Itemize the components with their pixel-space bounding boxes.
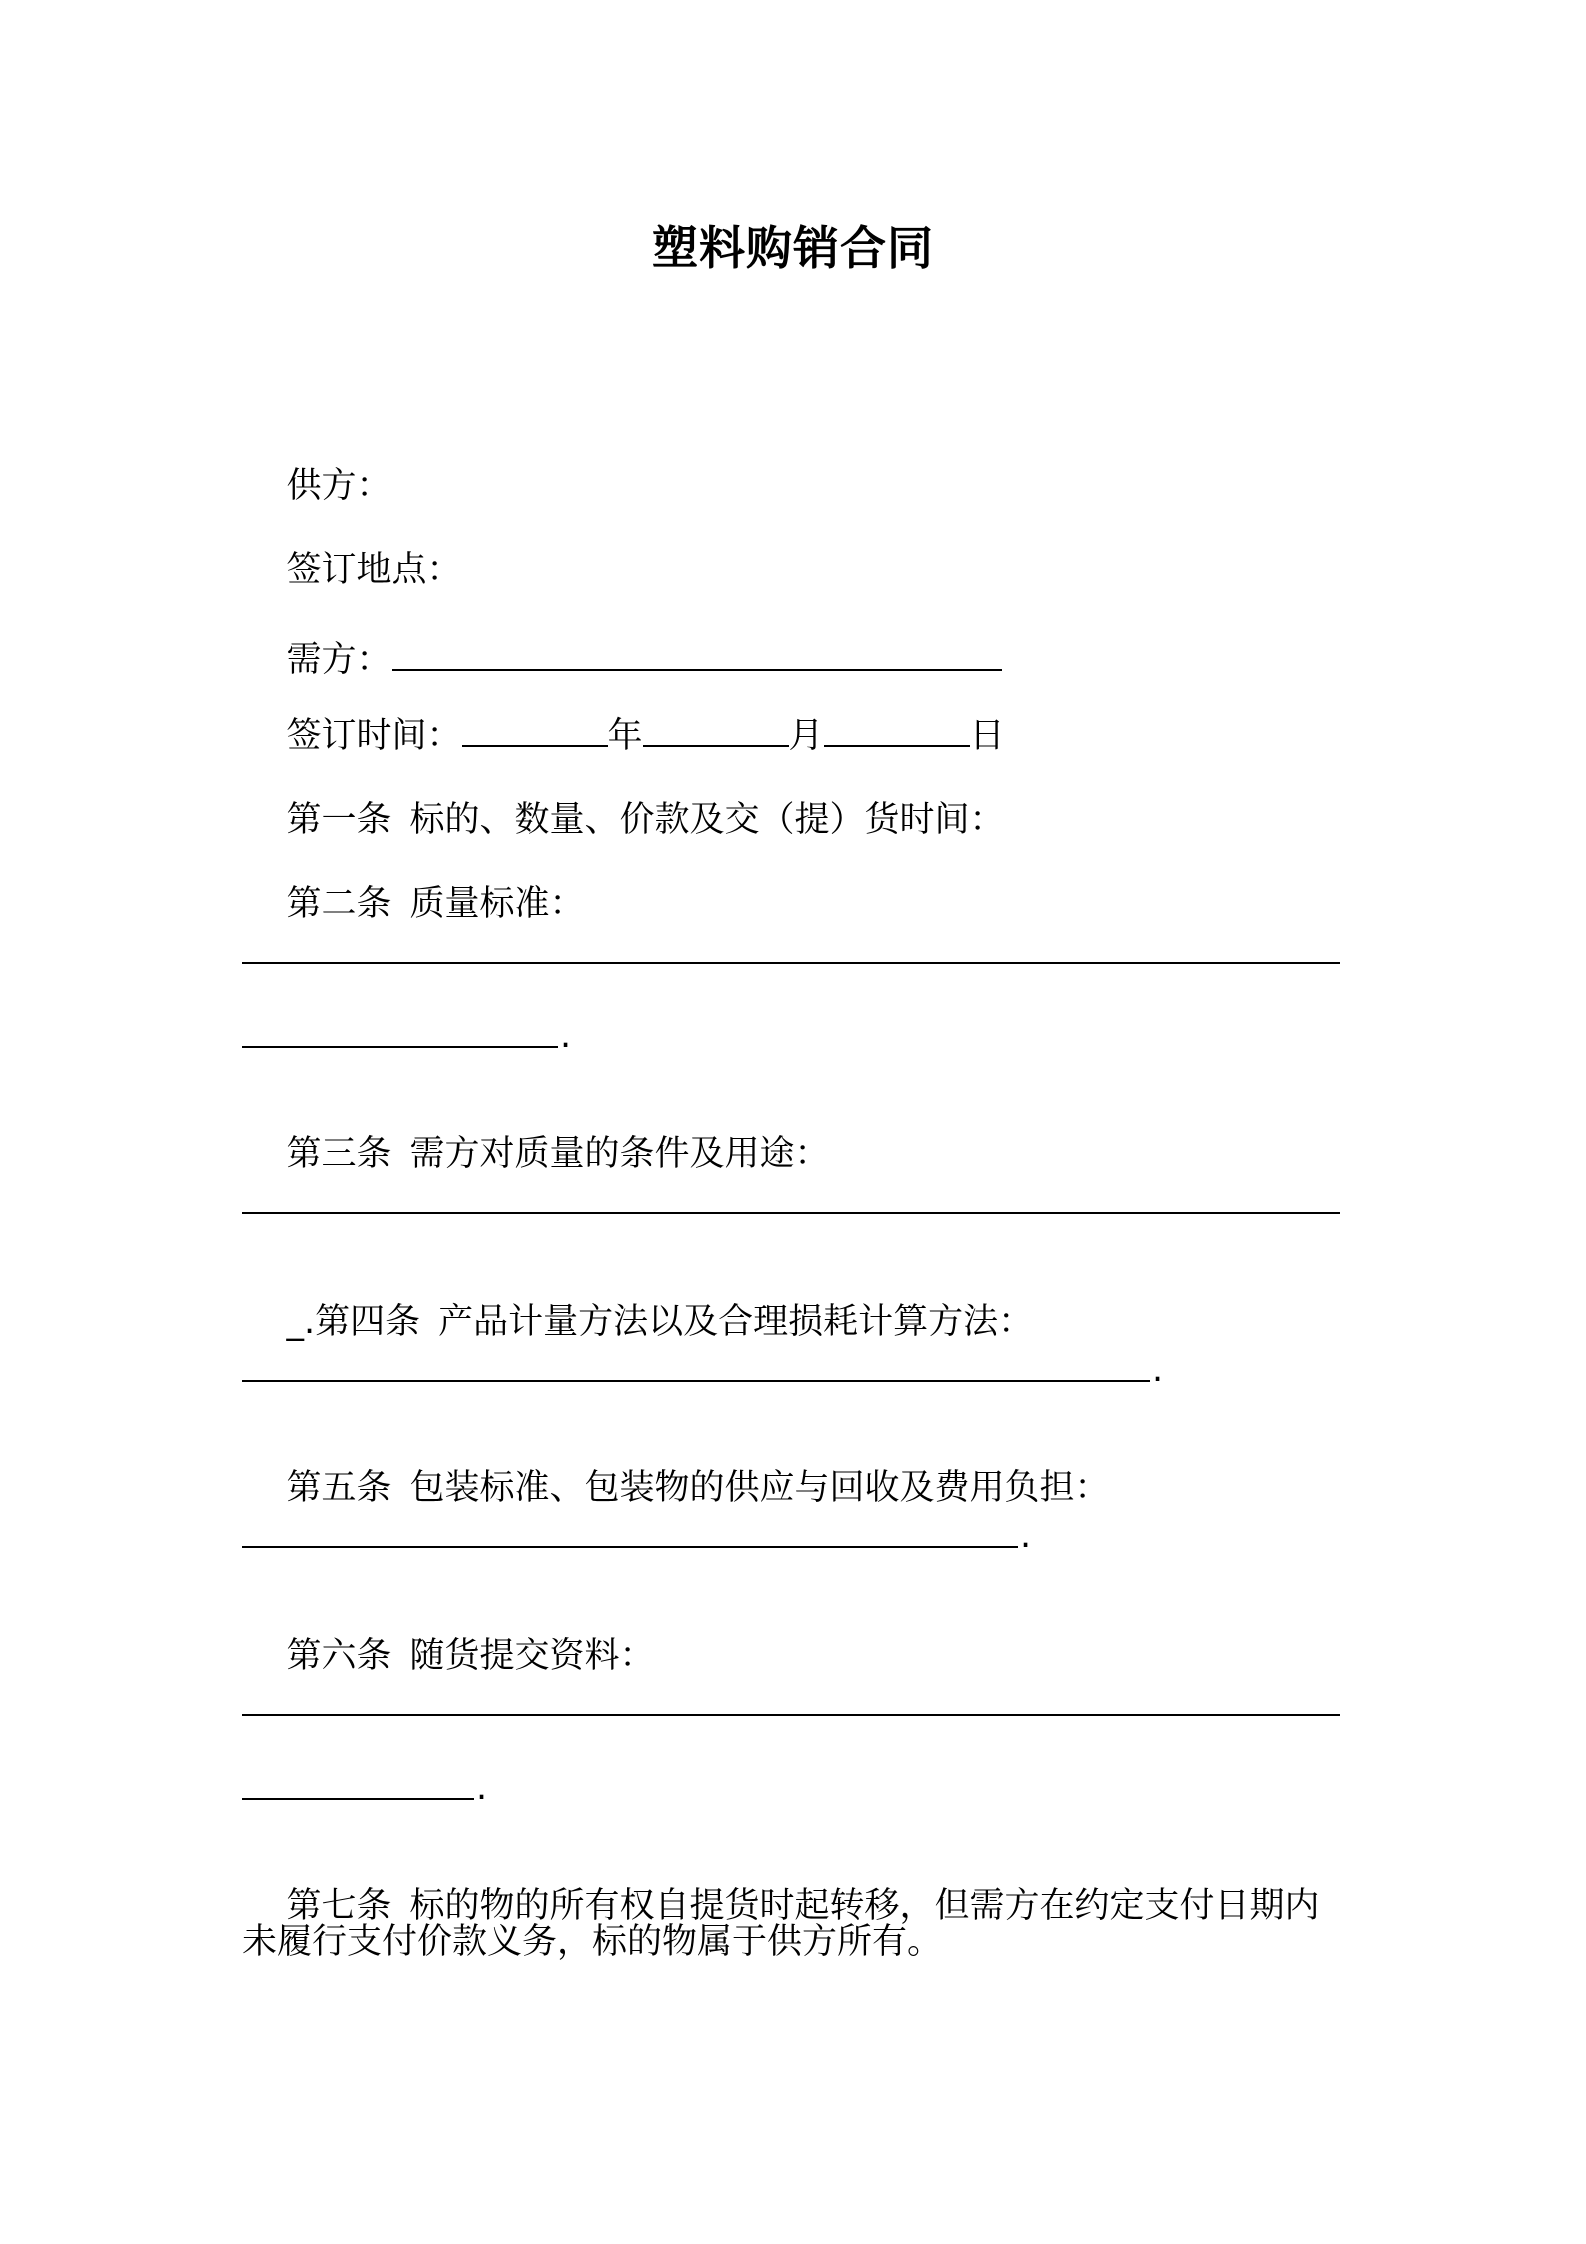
sign-place-label: 签订地点： [286, 550, 462, 590]
article-4 [242, 1250, 1033, 1394]
article-3-number: 第三条 [286, 1134, 392, 1174]
article-2 [242, 832, 585, 976]
article-6 [242, 1584, 655, 1728]
article-3 [242, 1082, 830, 1226]
month-blank[interactable] [643, 715, 789, 747]
article-7-text: 标的物的所有权自提货时起转移，但需方在约定支付日期内 [409, 1886, 1320, 1926]
buyer-label: 需方： [286, 640, 392, 680]
article-2-period: . [560, 1016, 572, 1056]
year-blank[interactable] [462, 715, 608, 747]
supplier-label: 供方： [286, 466, 392, 506]
day-label: 日 [969, 716, 1005, 756]
article-4-number: 第四条 [315, 1302, 421, 1342]
article-2-number: 第二条 [286, 884, 392, 924]
sign-time-label: 签订时间： [286, 716, 462, 756]
document-title: 塑料购销合同 [652, 221, 934, 275]
day-blank[interactable] [824, 715, 970, 747]
article-5-text: 包装标准、包装物的供应与回收及费用负担： [409, 1468, 1110, 1508]
article-6-text: 随货提交资料： [409, 1636, 655, 1676]
article-6-period: . [476, 1768, 488, 1808]
article-5-period: . [1020, 1516, 1032, 1556]
article-6-number: 第六条 [286, 1636, 392, 1676]
article-5 [242, 1416, 1110, 1560]
article-6-blank-2[interactable] [242, 1798, 474, 1800]
article-3-text: 需方对质量的条件及用途： [409, 1134, 830, 1174]
article-1-text: 标的、数量、价款及交（提）货时间： [409, 800, 1005, 840]
article-2-blank-1[interactable] [242, 962, 1340, 964]
article-7-number: 第七条 [286, 1886, 392, 1926]
article-4-blank[interactable] [242, 1380, 1150, 1382]
article-5-blank[interactable] [242, 1546, 1018, 1548]
article-4-period: . [1152, 1350, 1164, 1390]
article-1-number: 第一条 [286, 800, 392, 840]
article-2-text: 质量标准： [409, 884, 585, 924]
month-label: 月 [788, 716, 824, 756]
article-4-text: 产品计量方法以及合理损耗计算方法： [438, 1302, 1034, 1342]
article-7-continuation: 未履行支付价款义务，标的物属于供方所有。 [242, 1922, 943, 1962]
article-5-number: 第五条 [286, 1468, 392, 1508]
year-label: 年 [607, 716, 643, 756]
article-2-blank-2[interactable] [242, 1046, 558, 1048]
article-4-prefix: _. [286, 1302, 316, 1342]
article-3-blank[interactable] [242, 1212, 1340, 1214]
article-6-blank-1[interactable] [242, 1714, 1340, 1716]
